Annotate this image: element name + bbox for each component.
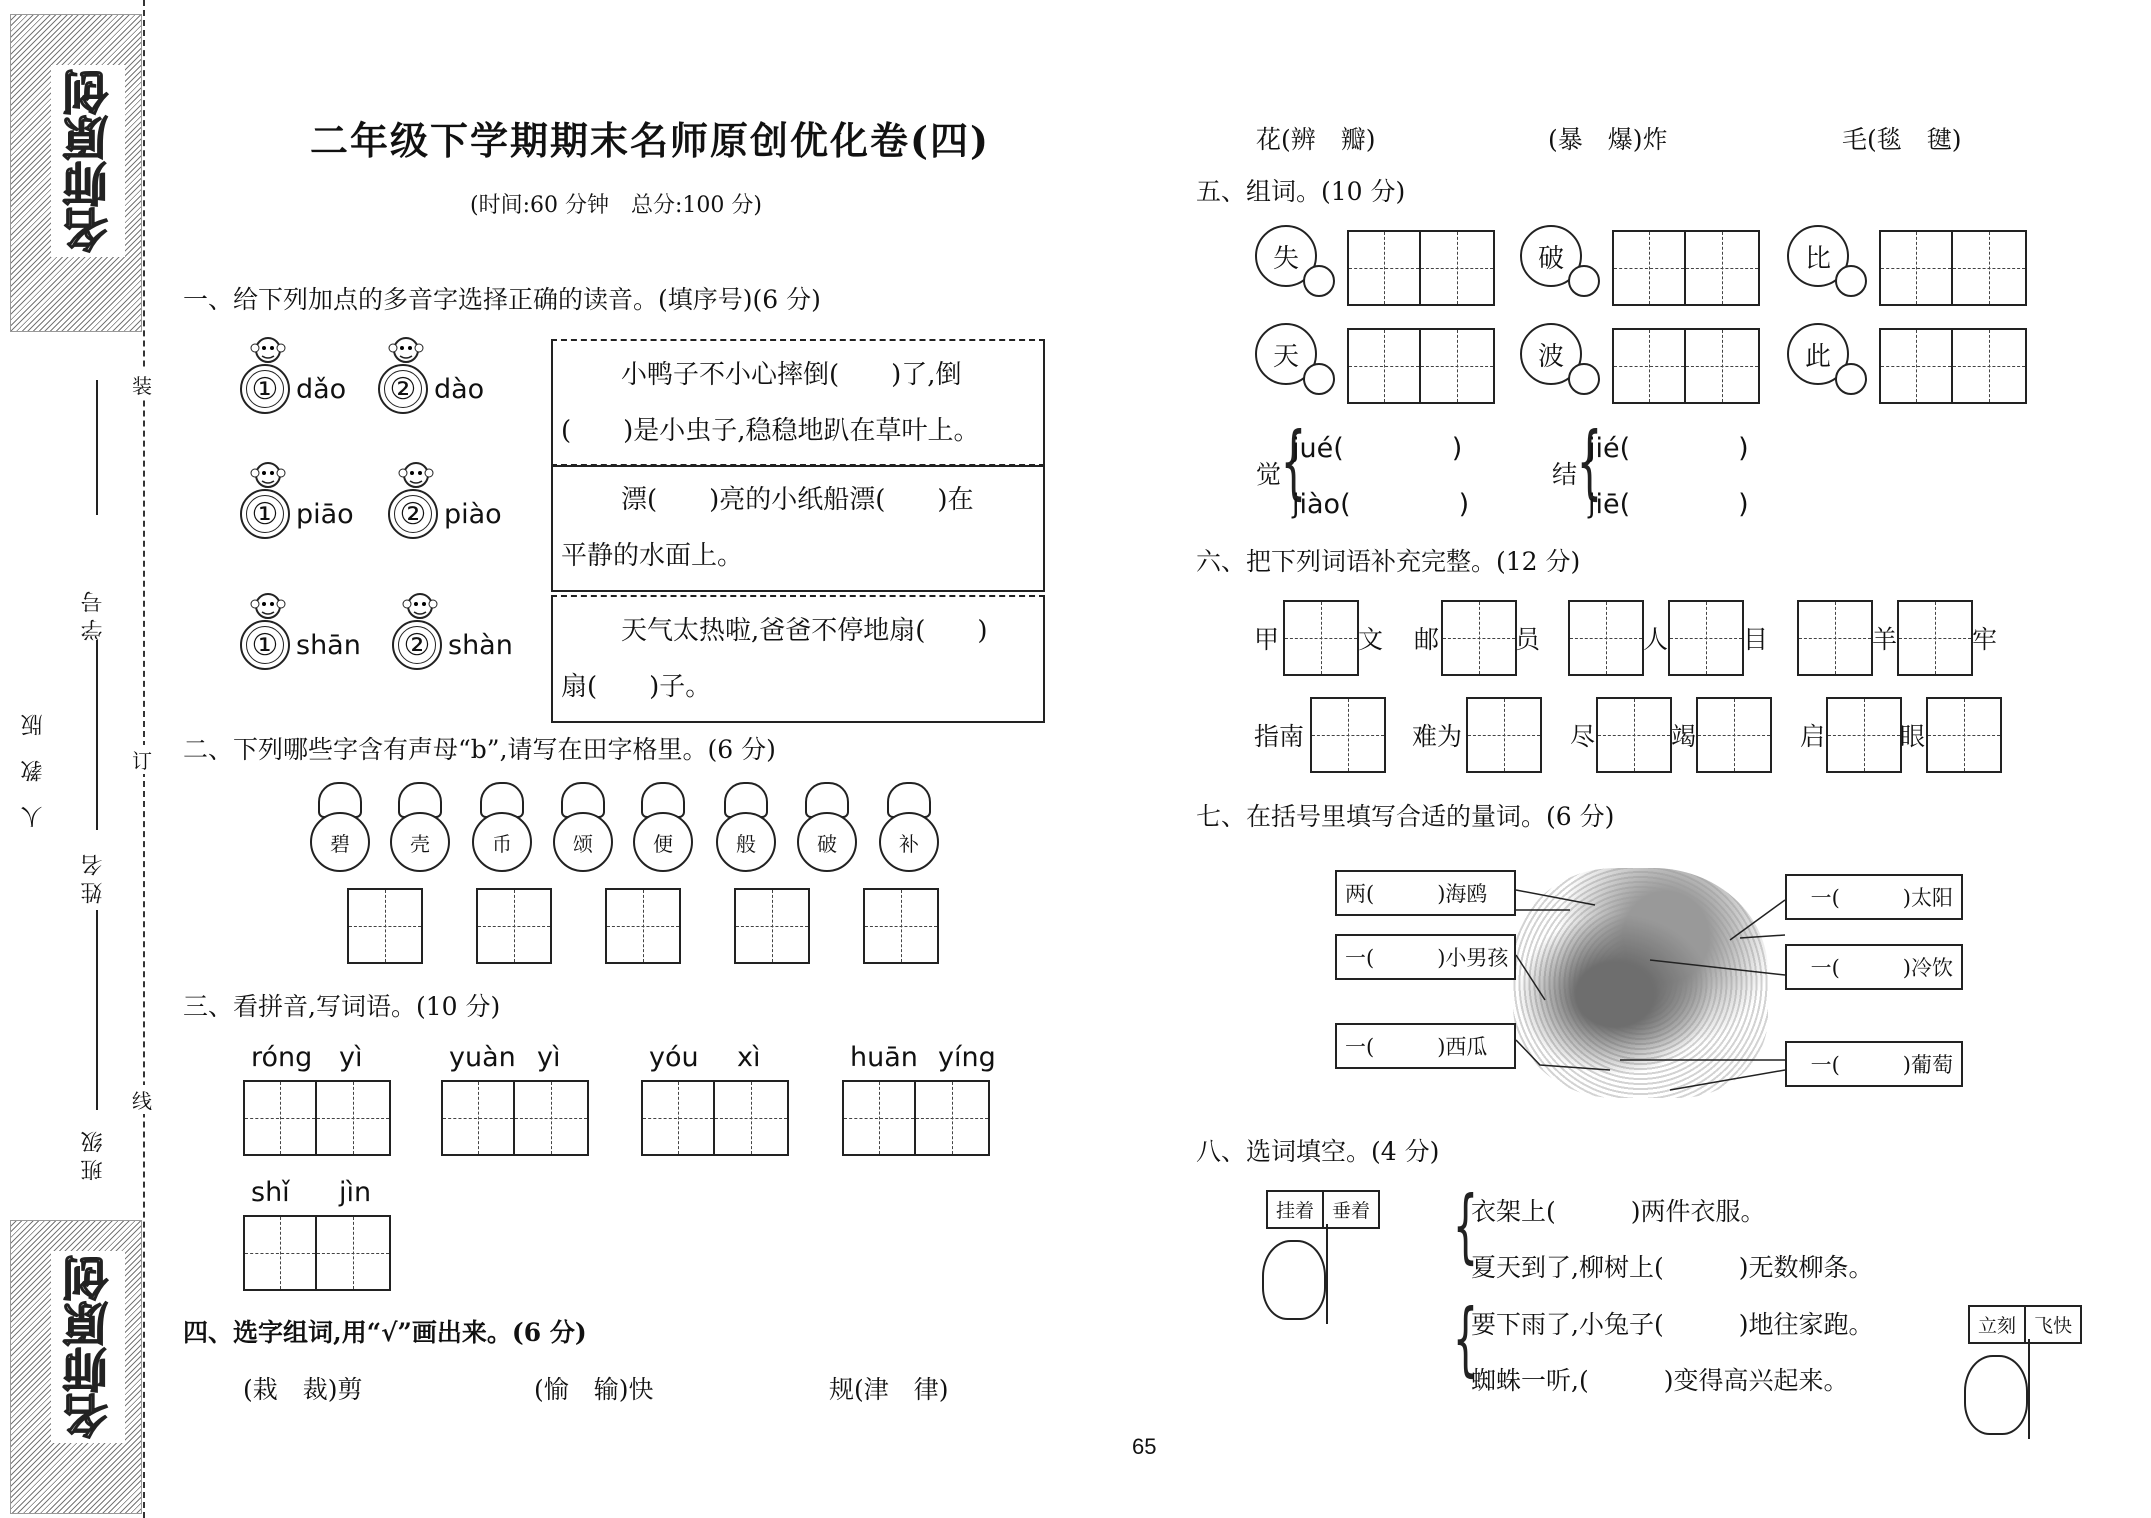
snail-icon: [1303, 363, 1335, 395]
word-tianzige[interactable]: [243, 1215, 391, 1291]
monkey-icon: [400, 590, 440, 630]
word-tianzige[interactable]: [1612, 328, 1760, 404]
idiom-blank[interactable]: [1797, 600, 1873, 676]
reading-2[interactable]: jiē( ): [1588, 489, 1749, 520]
fill-sentence[interactable]: 要下雨了,小兔子( )地往家跑。: [1471, 1310, 1874, 1339]
idiom-blank[interactable]: [1466, 697, 1542, 773]
section-2-heading: 二、下列哪些字含有声母“b”,请写在田字格里。(6 分): [183, 735, 776, 764]
pinyin-syllable: shǐ: [251, 1177, 290, 1208]
name-label: 姓名: [81, 848, 106, 904]
tianzige-cell[interactable]: [1686, 330, 1758, 402]
sentence-box: [551, 339, 1045, 467]
idiom-blank[interactable]: [1696, 697, 1772, 773]
monkey-icon: [396, 459, 436, 499]
tianzige-cell[interactable]: [1828, 699, 1900, 771]
brace: {: [1452, 1292, 1479, 1385]
tianzige-cell[interactable]: [1443, 602, 1515, 674]
char-circle: 碧: [310, 812, 370, 872]
binding-mark-xian: 线: [132, 1085, 152, 1114]
sentence-line-2: ( )是小虫子,稳稳地趴在草叶上。: [561, 416, 980, 446]
girl-char-card: [387, 782, 453, 872]
binding-mark-zhuang: 装: [132, 370, 152, 399]
sentence-line-1: 漂( )亮的小纸船漂( )在: [621, 485, 974, 515]
brace: {: [1280, 415, 1307, 508]
poly-char: 结: [1552, 460, 1578, 489]
section-6-heading: 六、把下列词语补充完整。(12 分): [1196, 547, 1581, 576]
option-number-circle: [378, 364, 428, 414]
tianzige-cell[interactable]: [349, 890, 421, 962]
section-4-heading: 四、选字组词,用“√”画出来。(6 分): [183, 1318, 587, 1347]
idiom-blank[interactable]: [1310, 697, 1386, 773]
pinyin-option-2[interactable]: [388, 489, 502, 539]
char-circle: 破: [797, 812, 857, 872]
word-tianzige[interactable]: [1879, 328, 2027, 404]
pinyin-option-1[interactable]: [240, 489, 354, 539]
pinyin-label: dǎo: [296, 373, 347, 405]
word-choice: 挂着: [1268, 1192, 1324, 1227]
word-tianzige[interactable]: [1879, 230, 2027, 306]
pinyin-syllable: yóu: [649, 1042, 699, 1073]
binding-logo-top: [10, 14, 142, 332]
snail-icon: [1568, 363, 1600, 395]
connector-lines: [1500, 860, 1800, 1100]
pinyin-label: shān: [296, 629, 361, 661]
tianzige-cell[interactable]: [1686, 232, 1758, 304]
tianzige-cell[interactable]: [1570, 602, 1642, 674]
pinyin-syllable: yì: [339, 1042, 363, 1073]
snail-icon: [1835, 363, 1867, 395]
char-circle: 壳: [390, 812, 450, 872]
idiom-char: 难为: [1412, 722, 1463, 751]
idiom-blank[interactable]: [1283, 600, 1359, 676]
sentence-box: [551, 595, 1045, 723]
section-8-heading: 八、选词填空。(4 分): [1196, 1137, 1440, 1166]
snail-icon: [1568, 265, 1600, 297]
word-tianzige[interactable]: [1612, 230, 1760, 306]
section-7-heading: 七、在括号里填写合适的量词。(6 分): [1196, 802, 1615, 831]
reading-1[interactable]: jié( ): [1588, 433, 1749, 464]
char-bubble: 失: [1255, 225, 1317, 287]
char-bubble: 破: [1520, 225, 1582, 287]
pinyin-syllable: yì: [537, 1042, 561, 1073]
monkey-icon: [386, 334, 426, 374]
sign-pole: [1326, 1224, 1328, 1324]
sentence-line-1: 天气太热啦,爸爸不停地扇( ): [621, 616, 988, 646]
tianzige-cell[interactable]: [245, 1217, 317, 1289]
pinyin-syllable: róng: [251, 1042, 313, 1073]
tianzige-cell[interactable]: [715, 1082, 787, 1154]
tianzige-cell[interactable]: [1881, 232, 1953, 304]
measure-word-label[interactable]: 一( )葡萄: [1785, 1041, 1963, 1087]
char-bubble: 比: [1787, 225, 1849, 287]
pinyin-syllable: yuàn: [449, 1042, 516, 1073]
edition-label: 人教版: [21, 690, 46, 828]
tianzige-cell[interactable]: [443, 1082, 515, 1154]
reading-2[interactable]: jiào( ): [1292, 489, 1470, 520]
idiom-char: 邮: [1414, 625, 1440, 654]
idiom-char: 眼: [1900, 722, 1926, 751]
answer-tianzige[interactable]: [605, 888, 681, 964]
tianzige-cell[interactable]: [1349, 330, 1421, 402]
brace: {: [1452, 1179, 1479, 1272]
word-tianzige[interactable]: [842, 1080, 990, 1156]
tianzige-cell[interactable]: [607, 890, 679, 962]
option-number: ①: [251, 371, 279, 407]
exam-info: (时间:60 分钟 总分:100 分): [470, 193, 762, 218]
answer-tianzige[interactable]: [347, 888, 423, 964]
brace: {: [1576, 415, 1603, 508]
monkey-icon: [248, 459, 288, 499]
option-number-circle: [240, 489, 290, 539]
pinyin-option-2[interactable]: [378, 364, 484, 414]
tianzige-cell[interactable]: [317, 1082, 389, 1154]
fill-sentence[interactable]: 夏天到了,柳树上( )无数柳条。: [1471, 1253, 1874, 1282]
tianzige-cell[interactable]: [245, 1082, 317, 1154]
choice-item[interactable]: (愉 输)快: [534, 1375, 654, 1404]
tianzige-cell[interactable]: [1285, 602, 1357, 674]
char-circle: 般: [716, 812, 776, 872]
monkey-icon: [248, 334, 288, 374]
idiom-blank[interactable]: [1826, 697, 1902, 773]
class-label: 班级: [81, 1125, 106, 1181]
measure-word-label[interactable]: 一( )太阳: [1785, 874, 1963, 920]
pinyin-option-1[interactable]: [240, 620, 361, 670]
page-number: 65: [1132, 1434, 1157, 1459]
option-number-circle: [392, 620, 442, 670]
tianzige-cell[interactable]: [1421, 330, 1493, 402]
pinyin-syllable: yíng: [938, 1042, 996, 1073]
choice-item[interactable]: 花(辨 瓣): [1256, 125, 1376, 154]
logo-text: 名师原创: [51, 65, 125, 257]
idiom-char: 甲: [1254, 625, 1280, 654]
tianzige-cell[interactable]: [736, 890, 808, 962]
tianzige-cell[interactable]: [515, 1082, 587, 1154]
tianzige-cell[interactable]: [1468, 699, 1540, 771]
word-choice-box: [1266, 1190, 1380, 1229]
pinyin-option-1[interactable]: [240, 364, 346, 414]
answer-tianzige[interactable]: [476, 888, 552, 964]
tianzige-cell[interactable]: [1670, 602, 1742, 674]
option-number: ②: [389, 371, 417, 407]
sentence-box: [551, 464, 1045, 592]
tianzige-cell[interactable]: [1899, 602, 1971, 674]
binding-logo-bottom: [10, 1220, 142, 1514]
student-no-line[interactable]: [96, 380, 98, 515]
idiom-char: 启: [1800, 722, 1826, 751]
word-choice: 垂着: [1332, 1200, 1371, 1222]
tianzige-cell[interactable]: [1928, 699, 2000, 771]
poly-char: 觉: [1256, 460, 1282, 489]
measure-word-label[interactable]: 两( )海鸥: [1335, 870, 1516, 916]
idiom-char: 指南: [1254, 722, 1305, 751]
section-3-heading: 三、看拼音,写词语。(10 分): [183, 992, 501, 1021]
tianzige-cell[interactable]: [1881, 330, 1953, 402]
idiom-blank[interactable]: [1926, 697, 2002, 773]
char-bubble: 波: [1520, 323, 1582, 385]
tianzige-cell[interactable]: [317, 1217, 389, 1289]
girl-char-card: [469, 782, 535, 872]
option-number: ①: [251, 496, 279, 532]
monkey-icon: [248, 590, 288, 630]
char-bubble: 天: [1255, 323, 1317, 385]
pinyin-syllable: jìn: [339, 1177, 372, 1208]
tianzige-cell[interactable]: [1953, 330, 2025, 402]
idiom-char: 牢: [1972, 625, 1998, 654]
pinyin-label: dào: [434, 373, 485, 405]
fill-sentence[interactable]: 衣架上( )两件衣服。: [1471, 1197, 1766, 1226]
idiom-char: 竭: [1671, 722, 1697, 751]
tianzige-cell[interactable]: [1953, 232, 2025, 304]
char-bubble: 此: [1787, 323, 1849, 385]
reading-1[interactable]: jué( ): [1292, 433, 1463, 464]
idiom-char: 人: [1643, 625, 1669, 654]
tianzige-cell[interactable]: [478, 890, 550, 962]
tianzige-cell[interactable]: [916, 1082, 988, 1154]
idiom-char: 羊: [1872, 625, 1898, 654]
class-line[interactable]: [96, 910, 98, 1110]
option-number-circle: [388, 489, 438, 539]
section-5-heading: 五、组词。(10 分): [1196, 177, 1406, 206]
tianzige-cell[interactable]: [1349, 232, 1421, 304]
sentence-line-1: 小鸭子不小心摔倒( )了,倒: [621, 360, 962, 390]
snail-icon: [1835, 265, 1867, 297]
pinyin-label: piào: [444, 498, 502, 530]
choice-item[interactable]: 规(津 律): [829, 1375, 949, 1404]
word-tianzige[interactable]: [441, 1080, 589, 1156]
girl-char-card: [307, 782, 373, 872]
logo-text: 名师原创: [51, 1251, 125, 1443]
tianzige-cell[interactable]: [643, 1082, 715, 1154]
idiom-blank[interactable]: [1668, 600, 1744, 676]
char-circle: 币: [472, 812, 532, 872]
word-tianzige[interactable]: [1347, 230, 1495, 306]
tianzige-cell[interactable]: [1614, 232, 1686, 304]
word-tianzige[interactable]: [243, 1080, 391, 1156]
word-tianzige[interactable]: [641, 1080, 789, 1156]
pinyin-label: shàn: [448, 629, 513, 661]
tianzige-cell[interactable]: [1614, 330, 1686, 402]
answer-tianzige[interactable]: [734, 888, 810, 964]
pinyin-syllable: huān: [850, 1042, 918, 1073]
idiom-char: 文: [1358, 625, 1384, 654]
page-title: 二年级下学期期末名师原创优化卷(四): [310, 118, 990, 163]
idiom-char: 尽: [1570, 722, 1596, 751]
fill-sentence[interactable]: 蜘蛛一听,( )变得高兴起来。: [1471, 1366, 1849, 1395]
girl-char-card: [794, 782, 860, 872]
sentence-line-2: 扇( )子。: [561, 672, 712, 702]
snail-icon: [1303, 265, 1335, 297]
tianzige-cell[interactable]: [865, 890, 937, 962]
tianzige-cell[interactable]: [1799, 602, 1871, 674]
option-number-circle: [240, 364, 290, 414]
tianzige-cell[interactable]: [1598, 699, 1670, 771]
word-choice: 飞快: [2034, 1315, 2073, 1337]
char-circle: 便: [633, 812, 693, 872]
char-circle: 补: [879, 812, 939, 872]
choice-item[interactable]: 毛(毯 毽): [1842, 125, 1962, 154]
pinyin-option-2[interactable]: [392, 620, 513, 670]
option-number: ①: [251, 627, 279, 663]
answer-tianzige[interactable]: [863, 888, 939, 964]
idiom-blank[interactable]: [1897, 600, 1973, 676]
option-number-circle: [240, 620, 290, 670]
pinyin-syllable: xì: [737, 1042, 761, 1073]
pinyin-label: piāo: [296, 498, 354, 530]
option-number: ②: [399, 496, 427, 532]
choice-item[interactable]: (栽 裁)剪: [243, 1375, 363, 1404]
tianzige-cell[interactable]: [844, 1082, 916, 1154]
word-choice: 立刻: [1970, 1307, 2026, 1342]
idiom-char: 员: [1515, 625, 1541, 654]
elephant-icon: [1964, 1355, 2028, 1435]
option-number: ②: [403, 627, 431, 663]
idiom-blank[interactable]: [1568, 600, 1644, 676]
word-tianzige[interactable]: [1347, 328, 1495, 404]
char-circle: 颂: [553, 812, 613, 872]
section-1-heading: 一、给下列加点的多音字选择正确的读音。(填序号)(6 分): [183, 285, 821, 314]
measure-word-label[interactable]: 一( )小男孩: [1335, 934, 1516, 980]
student-no-label: 学号: [81, 585, 106, 641]
word-choice-box: [1968, 1305, 2082, 1344]
girl-char-card: [550, 782, 616, 872]
measure-word-label[interactable]: 一( )冷饮: [1785, 944, 1963, 990]
sentence-line-2: 平静的水面上。: [561, 541, 744, 571]
choice-item[interactable]: (暴 爆)炸: [1548, 125, 1668, 154]
binding-mark-ding: 订: [132, 745, 152, 774]
tianzige-cell[interactable]: [1698, 699, 1770, 771]
sign-pole: [2028, 1339, 2030, 1439]
girl-char-card: [876, 782, 942, 872]
elephant-icon: [1262, 1240, 1326, 1320]
girl-char-card: [630, 782, 696, 872]
idiom-blank[interactable]: [1596, 697, 1672, 773]
measure-word-label[interactable]: 一( )西瓜: [1335, 1023, 1516, 1069]
idiom-char: 目: [1743, 625, 1769, 654]
idiom-blank[interactable]: [1441, 600, 1517, 676]
tianzige-cell[interactable]: [1421, 232, 1493, 304]
girl-char-card: [713, 782, 779, 872]
name-line[interactable]: [96, 640, 98, 830]
tianzige-cell[interactable]: [1312, 699, 1384, 771]
